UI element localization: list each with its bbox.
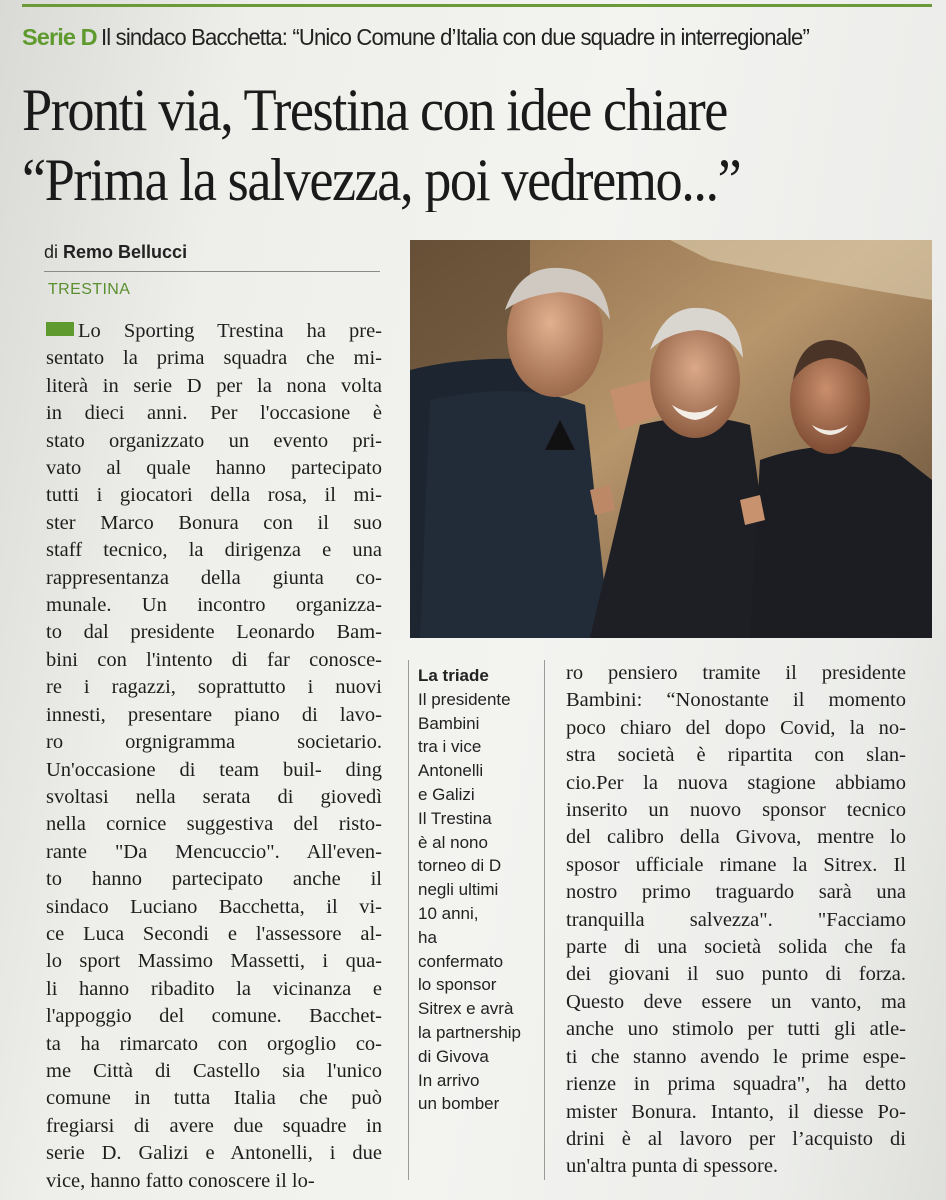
text-line: staff tecnico, la dirigenza e una [46,539,382,562]
text-line: innesti, presentare piano di lavo- [46,703,382,726]
text-line: stra società è ripartita con slan- [566,744,906,767]
kicker-text: Il sindaco Bacchetta: “Unico Comune d’Italia con due squadre in interregionale” [100,24,809,50]
caption-line: torneo di D [418,856,502,876]
section-tag: Serie D [22,24,97,50]
text-line: munale. Un incontro organizza- [46,594,382,617]
text-line: rante "Da Mencuccio". All'even- [46,840,382,863]
caption-left-rule [408,660,409,1180]
dateline: TRESTINA [48,281,131,298]
text-line: literà in serie D per la nona volta [46,374,382,397]
text-line: nostro primo traguardo sarà una [566,881,906,904]
caption-line: e Galizi [418,784,475,804]
article-column-3 [566,660,906,1181]
text-line: cio.Per la nuova stagione abbiamo [566,771,906,794]
text-line: sentato la prima squadra che mi- [46,347,382,370]
caption-line: Bambini [418,713,480,733]
text-line: vato al quale hanno partecipato [46,457,382,480]
text-line: tranquilla salvezza". "Facciamo [566,908,906,931]
text-line: del calibro della Givova, mentre lo [566,826,906,849]
article-photo [410,240,932,638]
text-line: stato organizzato un evento pri- [46,429,382,452]
caption-line: Il Trestina [418,808,492,828]
caption-line: Il presidente [418,689,511,709]
text-line-content: Lo Sporting Trestina ha pre- [78,320,382,342]
caption-right-rule [544,660,545,1180]
caption-title: La triade [418,666,489,685]
text-line [46,318,382,345]
caption-line: Antonelli [418,761,484,781]
text-line: lo sport Massimo Massetti, i qua- [46,950,382,973]
text-line: nella cornice suggestiva del risto- [46,813,382,836]
text-line: drini è al lavoro per l’acquisto di [566,1127,906,1150]
text-line: svoltasi nella serata di giovedì [46,785,382,808]
photo-caption [418,664,530,1116]
text-line: bini con l'intento di far conosce- [46,648,382,671]
kicker [22,24,932,62]
text-line: parte di una società solida che fa [566,936,906,959]
caption-line: negli ultimi [418,880,499,900]
text-line: fregiarsi di avere due squadre in [46,1114,382,1137]
text-line: poco chiaro del dopo Covid, la no- [566,716,906,739]
text-line: me Città di Castello sia l'unico [46,1059,382,1082]
text-line: vice, hanno fatto conoscere il lo- [46,1169,315,1192]
text-line: sposor ufficiale rimane la Sitrex. Il [566,853,906,876]
caption-line: confermato [418,951,504,971]
text-line: re i ragazzi, soprattutto i nuovi [46,676,382,699]
text-line: dei giovani il suo punto di forza. [566,963,906,986]
caption-line: In arrivo [418,1070,480,1090]
text-line: serie D. Galizi e Antonelli, i due [46,1142,382,1165]
headline-line-2: “Prima la salvezza, poi vedremo...” [22,148,741,212]
text-line: ro orgnigramma societario. [46,731,382,754]
text-line: rienze in prima squadra", ha detto [566,1073,906,1096]
headline-line-1: Pronti via, Trestina con idee chiare [22,78,727,142]
article-column-1 [46,318,382,1195]
text-line: Bambini: “Nonostante il momento [566,689,906,712]
text-line: to dal presidente Leonardo Bam- [46,621,382,644]
byline-author: Remo Bellucci [63,242,188,262]
text-line: inserito un nuovo sponsor tecnico [566,799,906,822]
caption-line: è al nono [418,832,488,852]
bleed-through-text [10,205,28,285]
top-green-rule [22,4,932,7]
text-line: in dieci anni. Per l'occasione è [46,402,382,425]
text-line: ti che stanno avendo le prime espe- [566,1045,906,1068]
text-line: sindaco Luciano Bacchetta, il vi- [46,895,382,918]
text-line: Questo deve essere un vanto, ma [566,990,906,1013]
caption-line: 10 anni, [418,903,479,923]
photo-three-men [410,240,932,638]
caption-line: la partnership [418,1022,522,1042]
caption-line: lo sponsor [418,975,497,995]
text-line: to hanno partecipato anche il [46,868,382,891]
byline-prefix: di [44,242,59,262]
text-line: anche uno stimolo per tutti gli atle- [566,1018,906,1041]
caption-line: di Givova [418,1046,489,1066]
text-line: comune in tutta Italia che può [46,1087,382,1110]
text-line: ta ha rimarcato con orgoglio co- [46,1032,382,1055]
caption-line: ha [418,927,437,947]
text-line: ro pensiero tramite il presidente [566,662,906,684]
text-line: ster Marco Bonura con il suo [46,511,382,534]
caption-line: Sitrex e avrà [418,999,514,1019]
text-line: un'altra punta di spessore. [566,1155,779,1178]
text-line: li hanno ribadito la vicinanza e [46,977,382,1000]
lead-marker [46,322,74,336]
text-line: ce Luca Secondi e l'assessore al- [46,922,382,945]
text-line: mister Bonura. Intanto, il diesse Po- [566,1100,906,1123]
text-line: l'appoggio del comune. Bacchet- [46,1005,382,1028]
caption-line: tra i vice [418,737,482,757]
byline [44,242,380,272]
text-line: tutti i giocatori della rosa, il mi- [46,484,382,507]
text-line: rappresentanza della giunta co- [46,566,382,589]
caption-line: un bomber [418,1094,500,1114]
text-line: Un'occasione di team buil- ding [46,758,382,781]
